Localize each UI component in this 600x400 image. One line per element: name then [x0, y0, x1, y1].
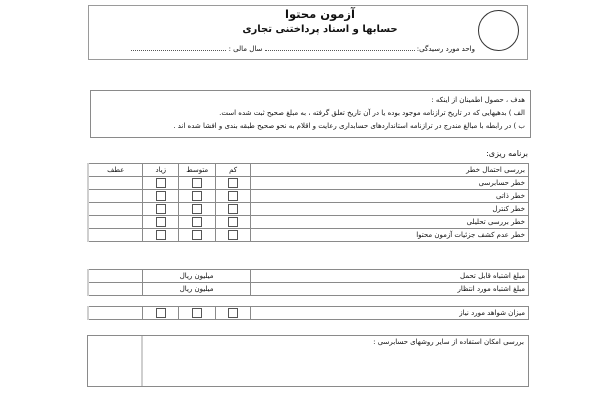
low-checkbox[interactable]	[228, 204, 238, 214]
risk-label: خطر حسابرسی	[251, 177, 529, 190]
table-header-row	[88, 164, 529, 177]
reference-cell[interactable]	[88, 270, 143, 283]
fiscal-year-field[interactable]	[131, 44, 226, 51]
high-checkbox[interactable]	[156, 308, 166, 318]
medium-checkbox[interactable]	[192, 204, 202, 214]
reference-cell[interactable]	[88, 229, 143, 242]
reference-cell[interactable]	[88, 177, 143, 190]
high-checkbox[interactable]	[156, 178, 166, 188]
header-high: زیاد	[143, 164, 179, 177]
table-row	[88, 270, 529, 283]
materiality-table	[87, 269, 529, 296]
audited-unit-label: واحد مورد رسیدگی:	[416, 45, 475, 53]
document-subtitle: حسابها و اسناد پرداختنی تجاری	[242, 24, 398, 35]
low-checkbox[interactable]	[228, 178, 238, 188]
objective-heading: هدف ، حصول اطمینان از اینکه :	[431, 96, 525, 104]
reference-cell[interactable]	[88, 203, 143, 216]
low-checkbox[interactable]	[228, 191, 238, 201]
risk-label: خطر بررسی تحلیلی	[251, 216, 529, 229]
reference-cell[interactable]	[88, 283, 143, 296]
objective-box	[90, 90, 531, 138]
low-checkbox[interactable]	[228, 230, 238, 240]
expected-misstatement-label: مبلغ اشتباه مورد انتظار	[250, 283, 528, 296]
expected-misstatement-value[interactable]: میلیون ریال	[143, 283, 251, 296]
tolerable-misstatement-value[interactable]: میلیون ریال	[143, 270, 251, 283]
table-row	[88, 177, 529, 190]
high-checkbox[interactable]	[156, 204, 166, 214]
low-checkbox[interactable]	[228, 217, 238, 227]
risk-label: خطر ذاتی	[251, 190, 529, 203]
table-row	[88, 203, 529, 216]
risk-assessment-table	[87, 163, 529, 242]
reference-cell[interactable]	[88, 190, 143, 203]
medium-checkbox[interactable]	[192, 178, 202, 188]
table-row	[88, 229, 529, 242]
high-checkbox[interactable]	[156, 191, 166, 201]
evidence-label: میزان شواهد مورد نیاز	[251, 307, 529, 320]
fiscal-year-label: سال مالی :	[228, 45, 263, 53]
planning-label: برنامه ریزی:	[486, 149, 528, 158]
header-medium: متوسط	[179, 164, 216, 177]
low-checkbox[interactable]	[228, 308, 238, 318]
unit-fiscal-line	[135, 44, 475, 53]
objective-item-a: الف ) بدهیهایی که در تاریخ ترازنامه موجود بوده یا در آن تاریخ تعلق گرفته ، به مبلغ صحیح ثبت شده است.	[219, 109, 525, 117]
reference-cell[interactable]	[88, 216, 143, 229]
high-checkbox[interactable]	[156, 217, 166, 227]
table-row	[88, 283, 529, 296]
tolerable-misstatement-label: مبلغ اشتباه قابل تحمل	[250, 270, 528, 283]
seal-circle	[478, 10, 519, 51]
header-risk: بررسی احتمال خطر	[251, 164, 529, 177]
evidence-table	[87, 306, 529, 320]
audited-unit-field[interactable]	[265, 44, 415, 51]
objective-item-b: ب ) در رابطه با مبالغ مندرج در ترازنامه استانداردهای حسابداری رعایت و اقلام به نحو صحیح طبقه بندی و افشا شده اند .	[173, 122, 525, 130]
table-row	[88, 307, 529, 320]
reference-cell[interactable]	[88, 307, 143, 320]
header-reference: عطف	[88, 164, 143, 177]
risk-label: خطر عدم کشف جزئیات آزمون محتوا	[251, 229, 529, 242]
header-low: کم	[216, 164, 251, 177]
medium-checkbox[interactable]	[192, 308, 202, 318]
document-title: آزمون محتوا	[285, 7, 355, 21]
medium-checkbox[interactable]	[192, 217, 202, 227]
medium-checkbox[interactable]	[192, 230, 202, 240]
medium-checkbox[interactable]	[192, 191, 202, 201]
other-procedures-box[interactable]	[87, 335, 529, 387]
table-row	[88, 190, 529, 203]
other-procedures-label: بررسی امکان استفاده از سایر روشهای حسابرسی :	[373, 338, 524, 346]
table-row	[88, 216, 529, 229]
risk-label: خطر کنترل	[251, 203, 529, 216]
high-checkbox[interactable]	[156, 230, 166, 240]
reference-cell[interactable]	[88, 336, 143, 386]
